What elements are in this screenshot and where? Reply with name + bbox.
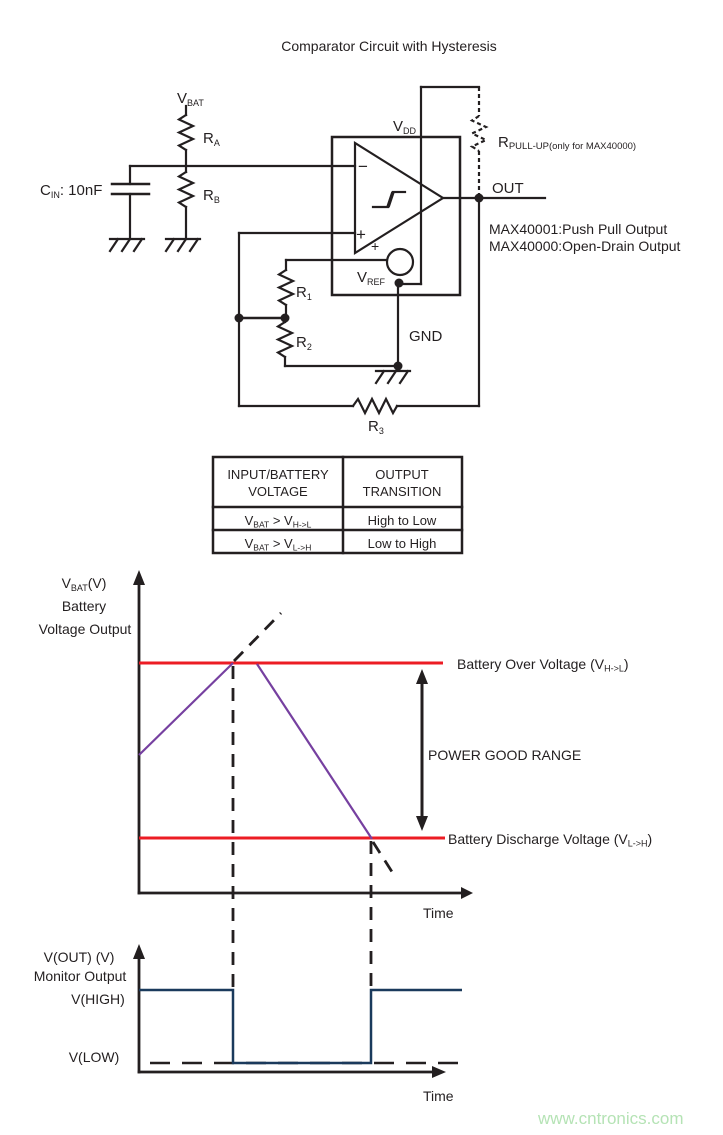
hysteresis-icon [388, 192, 393, 207]
vref-plus-sign: + [371, 238, 380, 254]
out-label: OUT [492, 180, 524, 197]
vref-node-dot [395, 279, 404, 288]
g2-x-axis-arrow [432, 1066, 446, 1078]
ground-icon [110, 239, 144, 251]
power-good-range-label: POWER GOOD RANGE [428, 747, 582, 763]
vlow-label: V(LOW) [68, 1049, 120, 1065]
table-header-output: TRANSITION [362, 484, 442, 499]
g2-y-axis-arrow [133, 944, 145, 959]
vref-label: $V_{REF}$ [357, 269, 386, 287]
comparator-triangle [355, 143, 443, 253]
table-row-result: High to Low [367, 513, 437, 528]
comparator-box [332, 137, 460, 295]
vdd-label: $V_{DD}$ [393, 118, 417, 136]
g2-y-axis-label: V(HIGH) [71, 991, 125, 1007]
threshold-table [213, 457, 462, 553]
junction-dot [281, 314, 290, 323]
table-header-output: OUTPUT [375, 467, 429, 482]
g1-y-axis-label: $V_{BAT}(V)$ [61, 575, 107, 593]
g2-y-axis-label: V(OUT) (V) [43, 949, 115, 965]
ground-icon [166, 239, 200, 251]
pullup-resistor [472, 116, 486, 151]
table-row-result: Low to High [367, 536, 437, 551]
cin-label: $C_{IN}$: 10nF [40, 182, 103, 200]
over-voltage-label: Battery Over Voltage (VH->L) [457, 656, 629, 674]
g1-y-axis-label: Battery [61, 598, 107, 614]
arrow-down-icon [416, 816, 428, 831]
table-header-input: INPUT/BATTERY [227, 467, 329, 482]
table-header-input: VOLTAGE [248, 484, 308, 499]
r1-label: $R_1$ [296, 284, 312, 302]
rpullup-label: RPULL-UP(only for MAX40000) [498, 134, 637, 152]
r1-resistor [279, 270, 293, 305]
g1-x-axis-label: Time [423, 905, 454, 921]
gnd-label: GND [409, 328, 443, 345]
junction-dot [235, 314, 244, 323]
ra-resistor [179, 115, 193, 150]
output-note-max40000: MAX40000:Open-Drain Output [489, 238, 681, 254]
discharge-voltage-label: Battery Discharge Voltage (VL->H) [448, 831, 653, 849]
watermark: www.cntronics.com [538, 1109, 684, 1128]
output-note-max40001: MAX40001:Push Pull Output [489, 221, 668, 237]
rb-label: $R_B$ [203, 187, 220, 205]
falling-projection-dashed [373, 842, 394, 875]
battery-voltage-falling-curve [257, 664, 372, 839]
table-row-condition: VBAT > VH->L [244, 513, 312, 530]
r3-label: $R_3$ [368, 418, 384, 436]
r2-resistor [278, 322, 292, 357]
rising-projection-dashed [234, 613, 281, 661]
inverting-input-sign: − [358, 157, 368, 176]
r2-label: $R_2$ [296, 334, 312, 352]
monitor-output-graph [34, 944, 462, 1104]
rb-resistor [179, 172, 193, 207]
battery-voltage-graph [39, 570, 653, 988]
page-title: Comparator Circuit with Hysteresis [281, 38, 497, 54]
gnd-node-dot [394, 362, 403, 371]
arrow-up-icon [416, 669, 428, 684]
r3-resistor [353, 399, 397, 413]
g2-y-axis-label: Monitor Output [33, 968, 127, 984]
vbat-label: $V_{BAT}$ [177, 90, 204, 108]
noninverting-input-sign: + [356, 225, 366, 244]
output-waveform [139, 990, 462, 1063]
g1-x-axis-arrow [461, 887, 473, 899]
table-row-condition: VBAT > VL->H [244, 536, 312, 553]
vref-source-circle [387, 249, 413, 275]
g1-y-axis-label: Voltage Output [38, 621, 132, 637]
out-node-dot [475, 194, 484, 203]
circuit-schematic [40, 87, 681, 436]
g2-x-axis-label: Time [423, 1088, 454, 1104]
battery-voltage-rising-curve [139, 663, 233, 755]
g1-y-axis-arrow [133, 570, 145, 585]
ra-label: $R_A$ [203, 130, 220, 148]
ground-icon [376, 371, 410, 383]
